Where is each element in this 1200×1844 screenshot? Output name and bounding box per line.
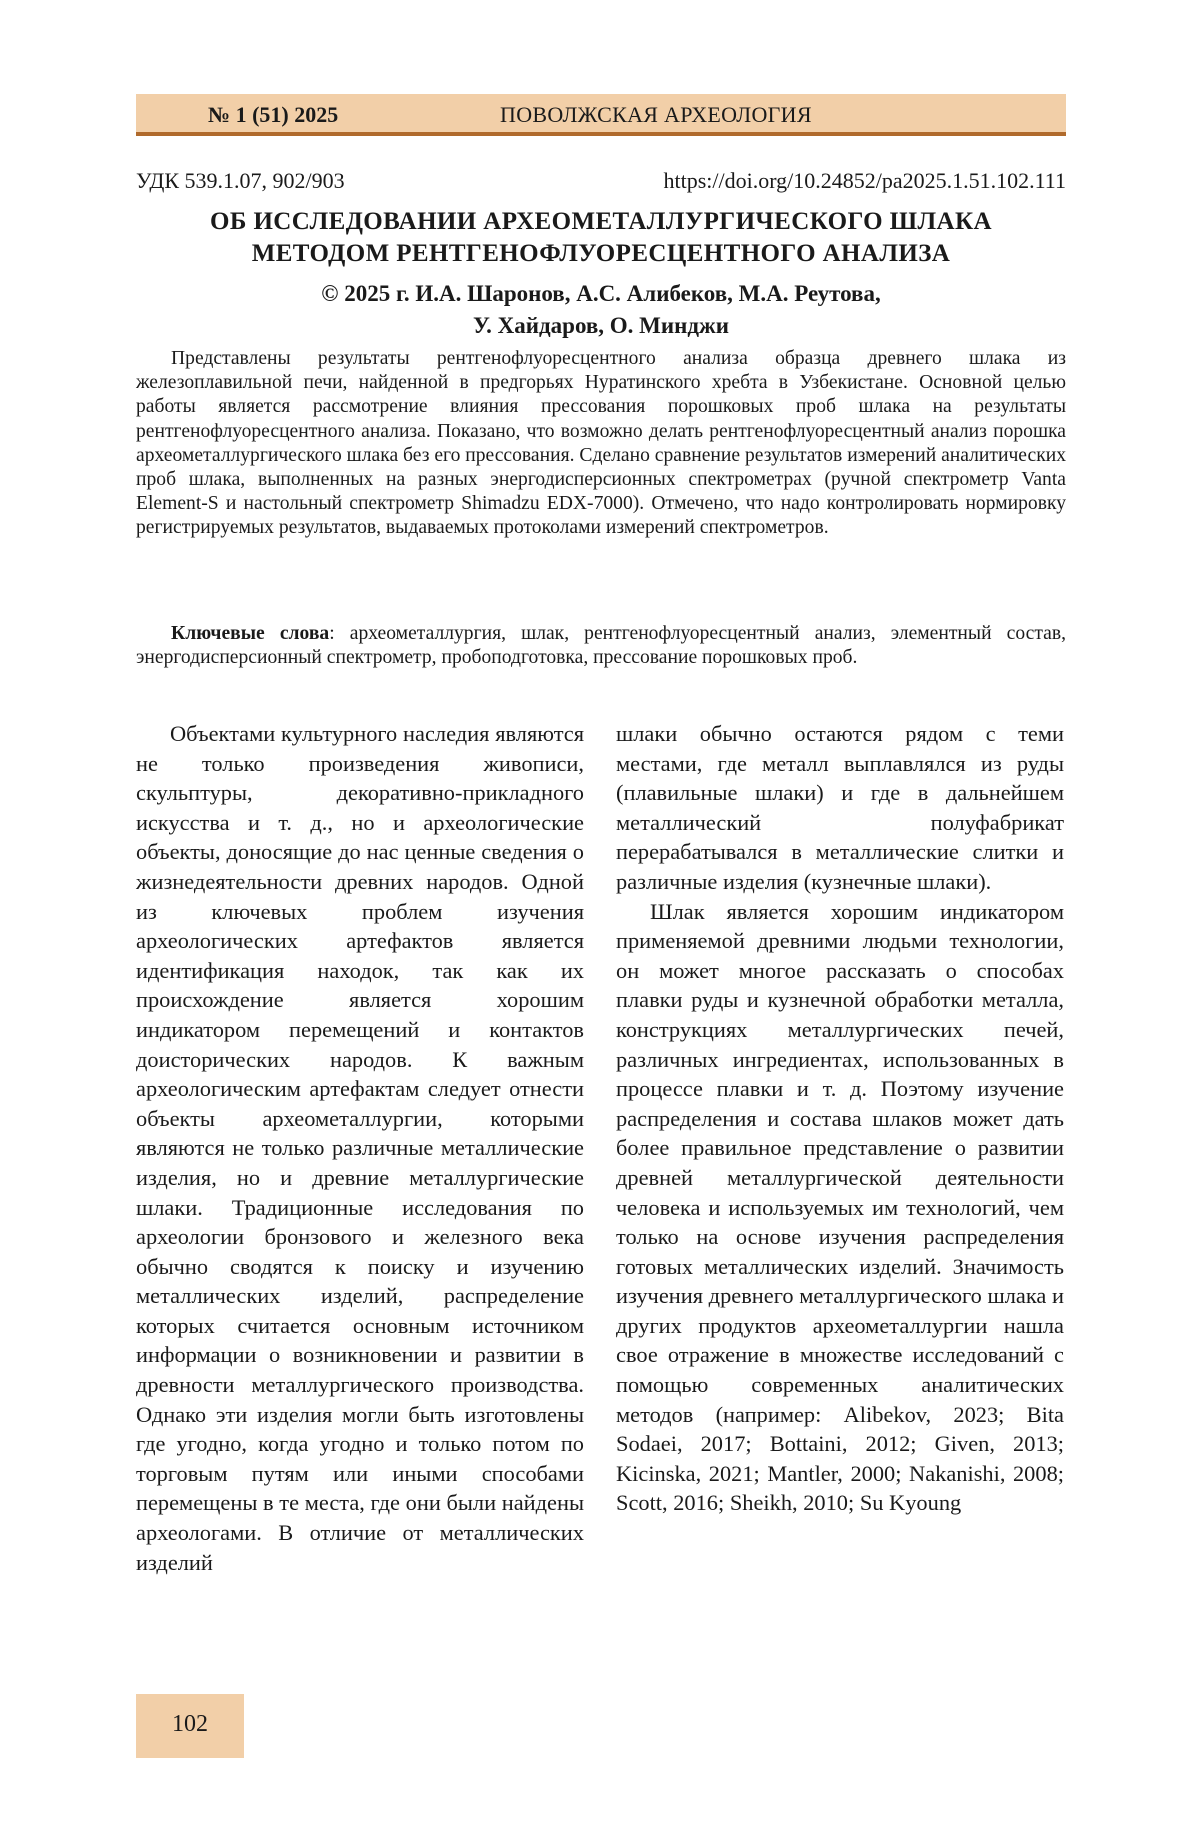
page-number: 102 xyxy=(172,1711,208,1737)
doi-link[interactable]: https://doi.org/10.24852/pa2025.1.51.102.111 xyxy=(663,168,1066,193)
authors-line: © 2025 г. И.А. Шаронов, А.С. Алибеков, М.А. Реутова, xyxy=(321,281,881,306)
authors-line: У. Хайдаров, О. Минджи xyxy=(473,313,729,338)
article-authors xyxy=(136,278,1066,342)
keywords-label: Ключевые слова xyxy=(171,623,330,644)
body-paragraph: Шлак является хорошим индикатором применяемой древними людьми технологии, он может многое рассказать о способах плавки руды и кузнечной обработки металла, конструкциях металлургических печей, различных ингредиентах, использованных в процессе плавки и т. д. Поэтому изучение распределения и состава шлаков может дать более правильное представление о развитии древней металлургической деятельности человека и используемых им технологий, чем только на основе изучения распределения готовых металлических изделий. Значимость изучения древнего металлургического шлака и других продуктов археометаллургии нашла свое отражение в множестве исследований с помощью современных аналитических методов (например: Alibekov, 2023; Bita Sodaei, 2017; Bottaini, 2012; Given, 2013; Kicinska, 2021; Mantler, 2000; Nakanishi, 2008; Scott, 2016; Sheikh, 2010; Su Kyoung xyxy=(616,898,1064,1516)
udc-code: УДК 539.1.07, 902/903 xyxy=(136,168,345,193)
journal-title: ПОВОЛЖСКАЯ АРХЕОЛОГИЯ xyxy=(500,102,812,127)
body-paragraph: Объектами культурного наследия являются не только произведения живописи, скульптуры, декоративно-прикладного искусства и т. д., но и археологические объекты, доносящие до нас ценные сведения о жизнедеятельности древних народов. Одной из ключевых проблем изучения археологических артефактов является идентификация находок, так как их происхождение является хорошим индикатором перемещений и контактов доисторических народов. К важным археологическим артефактам следует отнести объекты археометаллургии, которыми являются не только различные металлические изделия, но и древние металлургические шлаки. Традиционные исследования по археологии бронзового и железного века обычно сводятся к поиску и изучению металлических изделий, распределение которых считается основным источником информации о возникновении и развитии в древности металлургического производства. Однако эти изделия могли быть изготовлены где угодно, когда угодно и только потом по торговым путям или иными способами перемещены в те места, где они были найдены археологами. В отличие от металлических изделий xyxy=(136,721,584,1575)
article-title-line: ОБ ИССЛЕДОВАНИИ АРХЕОМЕТАЛЛУРГИЧЕСКОГО ШЛАКА xyxy=(210,208,992,235)
keywords-list: : археометаллургия, шлак, рентгенофлуоресцентный анализ, элементный состав, энергодисперсионный спектрометр, пробоподготовка, прессование порошковых проб. xyxy=(136,623,1066,669)
body-column-right xyxy=(616,719,1064,1518)
article-title xyxy=(136,206,1066,270)
body-column-left xyxy=(136,719,584,1577)
article-title-line: МЕТОДОМ РЕНТГЕНОФЛУОРЕСЦЕНТНОГО АНАЛИЗА xyxy=(251,240,951,267)
abstract: Представлены результаты рентгенофлуоресцентного анализа образца древнего шлака из железоплавильной печи, найденной в предгорьях Нуратинского хребта в Узбекистане. Основной целью работы является рассмотрение влияния прессования порошковых проб шлака на результаты рентгенофлуоресцентного анализа. Показано, что возможно делать рентгенофлуоресцентный анализ порошка археометаллургического шлака без его прессования. Сделано сравнение результатов измерений аналитических проб шлака, выполненных на разных энергодисперсионных спектрометрах (ручной спектрометр Vanta Element-S и настольный спектрометр Shimadzu EDX-7000). Отмечено, что надо контролировать нормировку регистрируемых результатов, выдаваемых протоколами измерений спектрометров. xyxy=(136,348,1066,539)
body-paragraph: шлаки обычно остаются рядом с теми местами, где металл выплавлялся из руды (плавильные шлаки) и где в дальнейшем металлический полуфабрикат перерабатывался в металлические слитки и различные изделия (кузнечные шлаки). xyxy=(616,721,1064,894)
journal-header-bar xyxy=(136,94,1066,136)
keywords xyxy=(136,622,1066,670)
page-number-box xyxy=(136,1694,244,1758)
issue-number: № 1 (51) 2025 xyxy=(208,102,339,127)
